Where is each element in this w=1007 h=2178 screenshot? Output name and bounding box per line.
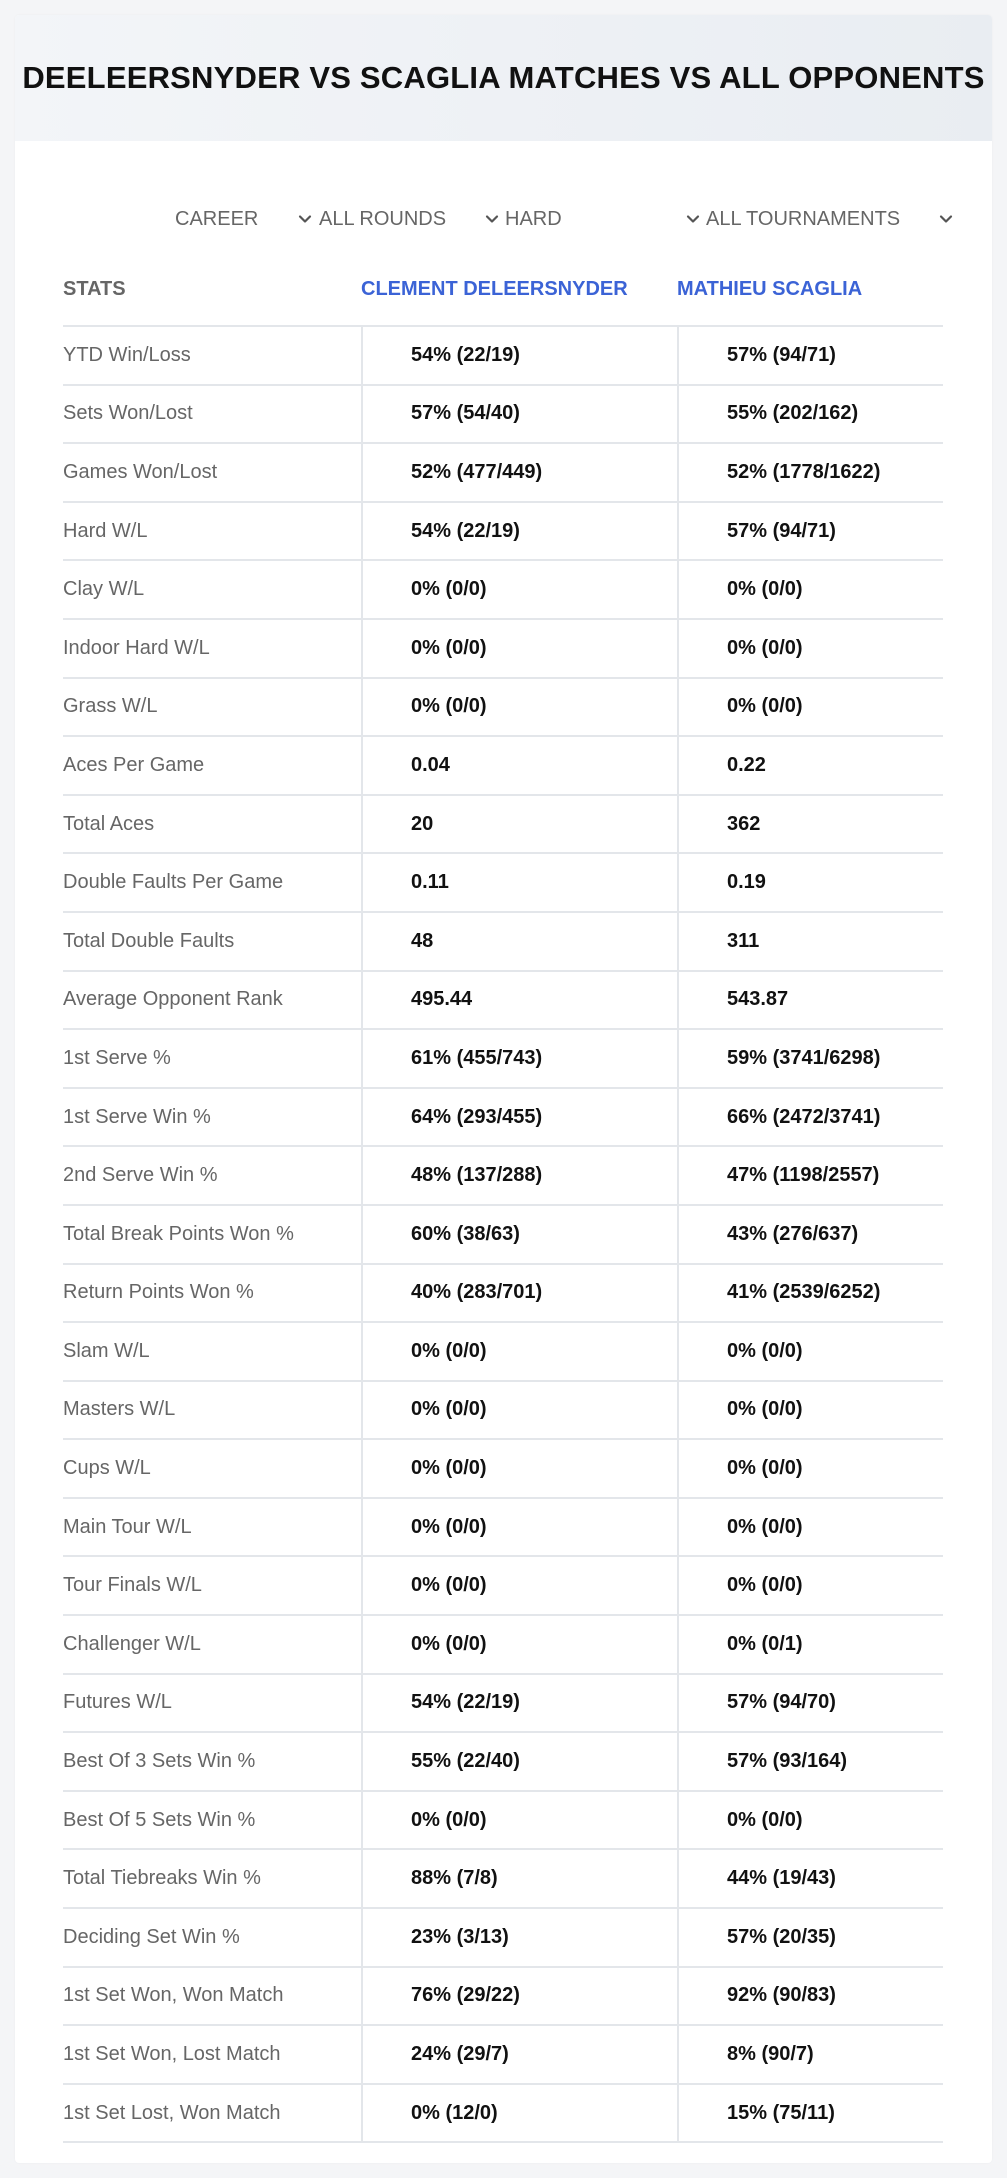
player1-stat-value: 0% (0/0) bbox=[361, 679, 677, 736]
table-row bbox=[63, 386, 943, 445]
table-row bbox=[63, 1850, 943, 1909]
player1-stat-value: 88% (7/8) bbox=[361, 1850, 677, 1907]
stat-label: 1st Set Lost, Won Match bbox=[63, 2101, 281, 2124]
stat-label: Games Won/Lost bbox=[63, 460, 218, 483]
table-row bbox=[63, 1557, 943, 1616]
page-title: DEELEERSNYDER VS SCAGLIA MATCHES VS ALL OPPONENTS bbox=[22, 60, 985, 95]
stat-label: Best Of 3 Sets Win % bbox=[63, 1750, 256, 1773]
player1-stat-value: 52% (477/449) bbox=[361, 444, 677, 501]
player2-stat-value: 0% (0/0) bbox=[677, 620, 943, 677]
stat-label: Sets Won/Lost bbox=[63, 402, 193, 425]
player1-stat-value: 55% (22/40) bbox=[361, 1733, 677, 1790]
table-row bbox=[63, 1675, 943, 1734]
table-row bbox=[63, 972, 943, 1031]
filter-label: HARD bbox=[505, 207, 562, 230]
player1-stat-value: 0% (0/0) bbox=[361, 1792, 677, 1849]
player1-stat-value: 0.04 bbox=[361, 737, 677, 794]
card-header bbox=[15, 15, 992, 141]
table-row bbox=[63, 1968, 943, 2027]
table-row bbox=[63, 1265, 943, 1324]
chevron-down-icon bbox=[484, 211, 500, 227]
player2-stat-value: 44% (19/43) bbox=[677, 1850, 943, 1907]
stat-label: Average Opponent Rank bbox=[63, 988, 283, 1011]
stat-label: Tour Finals W/L bbox=[63, 1574, 202, 1597]
stat-label: Total Double Faults bbox=[63, 929, 235, 952]
player2-stat-value: 0.22 bbox=[677, 737, 943, 794]
table-row bbox=[63, 1089, 943, 1148]
player1-stat-value: 54% (22/19) bbox=[361, 503, 677, 560]
player2-stat-value: 8% (90/7) bbox=[677, 2026, 943, 2083]
table-header-row bbox=[63, 253, 943, 327]
player2-stat-value: 57% (94/71) bbox=[677, 327, 943, 384]
filter-rounds-select[interactable] bbox=[319, 189, 500, 249]
stats-table bbox=[63, 253, 943, 2143]
player2-stat-value: 59% (3741/6298) bbox=[677, 1030, 943, 1087]
chevron-down-icon bbox=[685, 211, 701, 227]
filter-surface-select[interactable] bbox=[505, 189, 701, 249]
player1-stat-value: 57% (54/40) bbox=[361, 386, 677, 443]
player1-stat-value: 76% (29/22) bbox=[361, 1968, 677, 2025]
table-row bbox=[63, 2085, 943, 2144]
player2-stat-value: 57% (93/164) bbox=[677, 1733, 943, 1790]
table-row bbox=[63, 1733, 943, 1792]
stats-card bbox=[15, 15, 992, 2163]
player1-stat-value: 48 bbox=[361, 913, 677, 970]
stat-label: 1st Set Won, Won Match bbox=[63, 1984, 284, 2007]
stat-label: Clay W/L bbox=[63, 578, 145, 601]
table-row bbox=[63, 737, 943, 796]
stat-label: 1st Serve Win % bbox=[63, 1105, 211, 1128]
player1-stat-value: 0% (0/0) bbox=[361, 620, 677, 677]
player2-stat-value: 0% (0/1) bbox=[677, 1616, 943, 1673]
stat-label: Slam W/L bbox=[63, 1339, 150, 1362]
stat-label: Main Tour W/L bbox=[63, 1515, 192, 1538]
table-row bbox=[63, 1616, 943, 1675]
chevron-down-icon bbox=[938, 211, 954, 227]
stat-label: Hard W/L bbox=[63, 519, 148, 542]
player2-stat-value: 0% (0/0) bbox=[677, 1499, 943, 1556]
player2-stat-value: 311 bbox=[677, 913, 943, 970]
player1-stat-value: 0% (0/0) bbox=[361, 1499, 677, 1556]
player1-stat-value: 54% (22/19) bbox=[361, 1675, 677, 1732]
player2-stat-value: 0.19 bbox=[677, 854, 943, 911]
table-row bbox=[63, 444, 943, 503]
filter-label: ALL ROUNDS bbox=[319, 207, 447, 230]
stat-label: Deciding Set Win % bbox=[63, 1925, 240, 1948]
player1-stat-value: 24% (29/7) bbox=[361, 2026, 677, 2083]
table-row bbox=[63, 327, 943, 386]
stat-label: Aces Per Game bbox=[63, 753, 205, 776]
stat-label: Return Points Won % bbox=[63, 1281, 254, 1304]
stat-label: Cups W/L bbox=[63, 1457, 151, 1480]
stat-label: Indoor Hard W/L bbox=[63, 636, 210, 659]
player1-stat-value: 0% (0/0) bbox=[361, 1382, 677, 1439]
player2-stat-value: 41% (2539/6252) bbox=[677, 1265, 943, 1322]
player2-stat-value: 0% (0/0) bbox=[677, 1792, 943, 1849]
table-row bbox=[63, 1030, 943, 1089]
table-row bbox=[63, 1909, 943, 1968]
player2-stat-value: 362 bbox=[677, 796, 943, 853]
filter-bar bbox=[15, 189, 992, 249]
player2-stat-value: 0% (0/0) bbox=[677, 679, 943, 736]
player2-stat-value: 0% (0/0) bbox=[677, 1440, 943, 1497]
table-row bbox=[63, 1323, 943, 1382]
player1-stat-value: 20 bbox=[361, 796, 677, 853]
player2-stat-value: 43% (276/637) bbox=[677, 1206, 943, 1263]
player1-stat-value: 23% (3/13) bbox=[361, 1909, 677, 1966]
stat-label: Double Faults Per Game bbox=[63, 871, 284, 894]
stat-label: Total Break Points Won % bbox=[63, 1222, 294, 1245]
player1-stat-value: 0% (0/0) bbox=[361, 1616, 677, 1673]
column-header-player2[interactable]: MATHIEU SCAGLIA bbox=[677, 277, 863, 300]
player1-stat-value: 0.11 bbox=[361, 854, 677, 911]
player1-stat-value: 0% (0/0) bbox=[361, 1323, 677, 1380]
player1-stat-value: 48% (137/288) bbox=[361, 1147, 677, 1204]
player1-stat-value: 64% (293/455) bbox=[361, 1089, 677, 1146]
player2-stat-value: 0% (0/0) bbox=[677, 1323, 943, 1380]
player2-stat-value: 47% (1198/2557) bbox=[677, 1147, 943, 1204]
column-header-player1[interactable]: CLEMENT DELEERSNYDER bbox=[361, 277, 628, 300]
table-row bbox=[63, 1499, 943, 1558]
player1-stat-value: 60% (38/63) bbox=[361, 1206, 677, 1263]
table-row bbox=[63, 854, 943, 913]
filter-career-select[interactable] bbox=[175, 189, 313, 249]
player2-stat-value: 57% (20/35) bbox=[677, 1909, 943, 1966]
table-row bbox=[63, 2026, 943, 2085]
stat-label: 2nd Serve Win % bbox=[63, 1164, 218, 1187]
table-row bbox=[63, 620, 943, 679]
table-row bbox=[63, 1792, 943, 1851]
stat-label: Challenger W/L bbox=[63, 1632, 201, 1655]
stat-label: 1st Serve % bbox=[63, 1046, 171, 1069]
player1-stat-value: 0% (0/0) bbox=[361, 1557, 677, 1614]
table-row bbox=[63, 1147, 943, 1206]
player2-stat-value: 15% (75/11) bbox=[677, 2085, 943, 2142]
player1-stat-value: 54% (22/19) bbox=[361, 327, 677, 384]
chevron-down-icon bbox=[297, 211, 313, 227]
filter-tournaments-select[interactable] bbox=[706, 189, 954, 249]
table-row bbox=[63, 561, 943, 620]
player1-stat-value: 40% (283/701) bbox=[361, 1265, 677, 1322]
table-row bbox=[63, 503, 943, 562]
column-header-stats: STATS bbox=[63, 277, 126, 300]
table-body bbox=[63, 327, 943, 2143]
filter-label: ALL TOURNAMENTS bbox=[706, 207, 901, 230]
filter-label: CAREER bbox=[175, 207, 259, 230]
stat-label: Grass W/L bbox=[63, 695, 158, 718]
table-row bbox=[63, 1382, 943, 1441]
player2-stat-value: 55% (202/162) bbox=[677, 386, 943, 443]
table-row bbox=[63, 679, 943, 738]
stat-label: YTD Win/Loss bbox=[63, 343, 191, 366]
player2-stat-value: 57% (94/71) bbox=[677, 503, 943, 560]
stat-label: Best Of 5 Sets Win % bbox=[63, 1808, 256, 1831]
table-row bbox=[63, 913, 943, 972]
player2-stat-value: 543.87 bbox=[677, 972, 943, 1029]
stat-label: Masters W/L bbox=[63, 1398, 176, 1421]
player2-stat-value: 0% (0/0) bbox=[677, 561, 943, 618]
player2-stat-value: 0% (0/0) bbox=[677, 1382, 943, 1439]
player2-stat-value: 52% (1778/1622) bbox=[677, 444, 943, 501]
table-row bbox=[63, 796, 943, 855]
stat-label: Total Tiebreaks Win % bbox=[63, 1867, 261, 1890]
player1-stat-value: 0% (12/0) bbox=[361, 2085, 677, 2142]
table-row bbox=[63, 1440, 943, 1499]
player2-stat-value: 0% (0/0) bbox=[677, 1557, 943, 1614]
player2-stat-value: 57% (94/70) bbox=[677, 1675, 943, 1732]
player2-stat-value: 66% (2472/3741) bbox=[677, 1089, 943, 1146]
player1-stat-value: 0% (0/0) bbox=[361, 1440, 677, 1497]
player2-stat-value: 92% (90/83) bbox=[677, 1968, 943, 2025]
stat-label: 1st Set Won, Lost Match bbox=[63, 2043, 281, 2066]
player1-stat-value: 495.44 bbox=[361, 972, 677, 1029]
table-row bbox=[63, 1206, 943, 1265]
stat-label: Total Aces bbox=[63, 812, 155, 835]
stat-label: Futures W/L bbox=[63, 1691, 172, 1714]
player1-stat-value: 61% (455/743) bbox=[361, 1030, 677, 1087]
player1-stat-value: 0% (0/0) bbox=[361, 561, 677, 618]
